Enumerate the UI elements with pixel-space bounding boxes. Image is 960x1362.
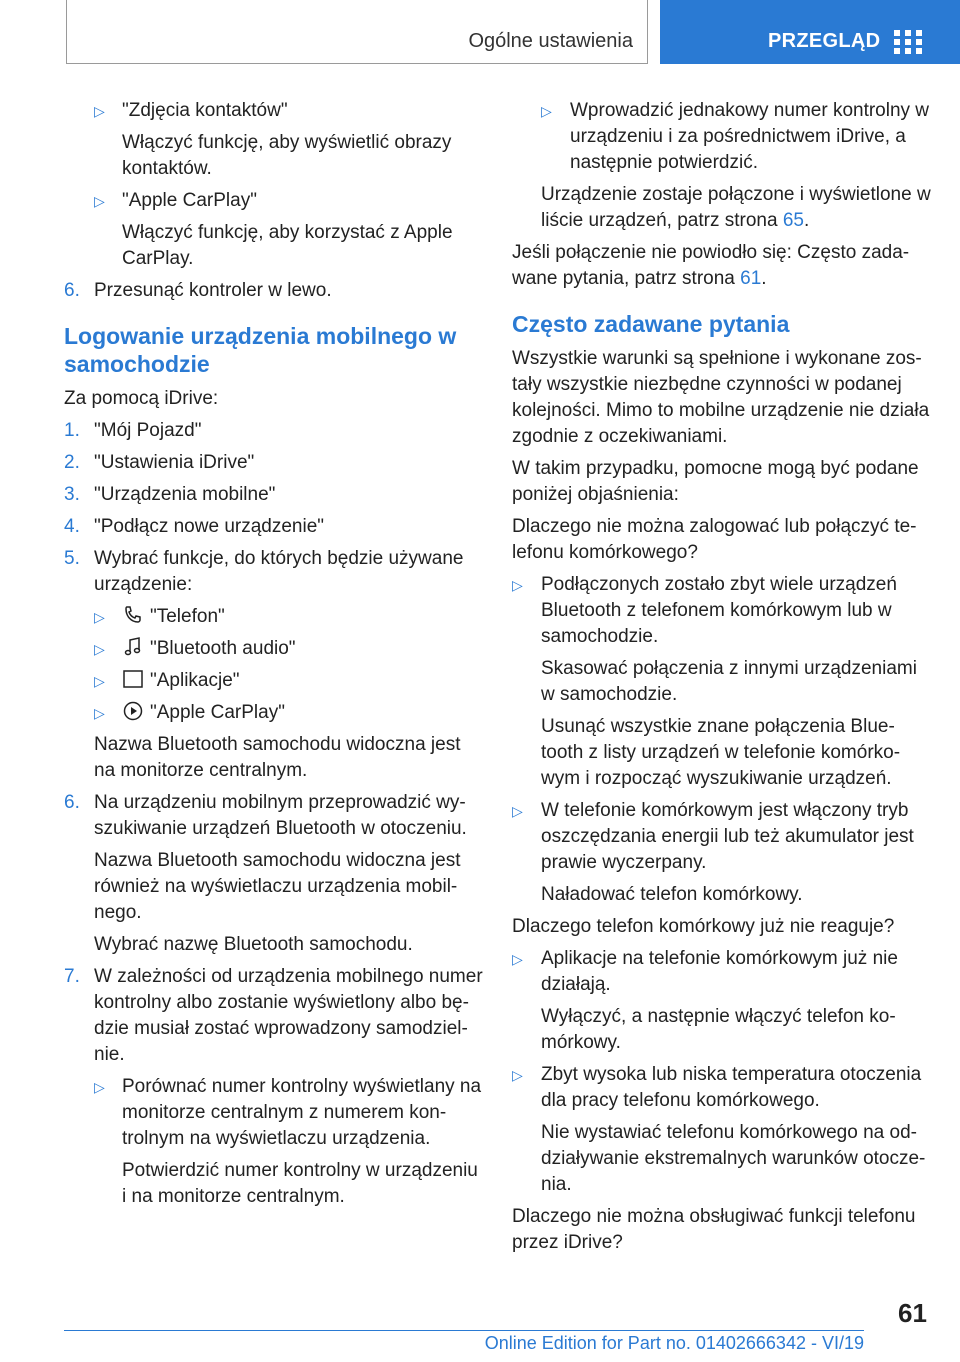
step-item: [64, 964, 484, 1068]
paragraph: [512, 182, 932, 234]
left-column: [64, 98, 484, 1216]
step-number: 7.: [64, 966, 80, 987]
right-column: [512, 98, 932, 1262]
bullet-text: Porównać numer kontrolny wyświetlany na monitorze centralnym z numerem kon- trolnym na wyświetlaczu urządzenia.: [122, 1076, 482, 1149]
option-label: "Apple CarPlay": [150, 702, 285, 723]
step-text: "Urządzenia mobilne": [94, 484, 276, 505]
question: Dlaczego nie można zalogować lub połączyć te- lefonu komórkowego?: [512, 516, 917, 563]
question: Dlaczego telefon komórkowy już nie reaguje?: [512, 916, 895, 937]
paragraph: Wszystkie warunki są spełnione i wykonane zos- tały wszystkie niezbędne czynności w podanej kolejności. Mimo to mobilne urządzenie nie działa zgodnie z oczekiwaniami.: [512, 348, 930, 447]
step-item: [64, 482, 484, 508]
step-number: 4.: [64, 516, 80, 537]
paragraph: Naładować telefon komórkowy.: [541, 884, 803, 905]
list-item: [512, 1062, 932, 1114]
list-item: [64, 1074, 484, 1152]
step-text: "Mój Pojazd": [94, 420, 202, 441]
bullet-triangle-icon: ▷: [512, 577, 523, 593]
step-number: 3.: [64, 484, 80, 505]
section-heading: Często zadawane pytania: [512, 311, 790, 337]
intro-text: Za pomocą iDrive:: [64, 388, 219, 409]
overview-nav-label: PRZEGLĄD: [768, 30, 881, 52]
bullet-title: "Apple CarPlay": [122, 190, 257, 211]
bullet-text: Włączyć funkcję, aby korzystać z Apple CarPlay.: [122, 222, 453, 269]
bullet-text: Aplikacje na telefonie komórkowym już nie działają.: [541, 948, 898, 995]
bullet-triangle-icon: ▷: [541, 103, 552, 119]
list-item: [64, 98, 484, 124]
bullet-triangle-icon: ▷: [94, 193, 105, 209]
step-number: 5.: [64, 548, 80, 569]
bullet-triangle-icon: ▷: [94, 609, 105, 625]
bullet-triangle-icon: ▷: [512, 951, 523, 967]
step-text: Wybrać funkcje, do których będzie używane urządzenie:: [94, 548, 464, 595]
list-item: [64, 188, 484, 214]
bullet-triangle-icon: ▷: [94, 641, 105, 657]
bullet-triangle-icon: ▷: [94, 705, 105, 721]
step-text: W zależności od urządzenia mobilnego numer kontrolny albo zostanie wyświetlony albo bę- dzie musiał zostać wprowadzony samodziel- nie.: [94, 966, 483, 1065]
step-number: 6.: [64, 280, 80, 301]
bullet-text: W telefonie komórkowym jest włączony tryb oszczędzania energii lub też akumulator jest prawie wyczerpany.: [541, 800, 914, 873]
paragraph: Nie wystawiać telefonu komórkowego na od- działywanie ekstremalnych warunków otocze- nia.: [541, 1122, 926, 1195]
step-number: 2.: [64, 452, 80, 473]
paragraph-text: .: [803, 210, 810, 231]
bullet-triangle-icon: ▷: [512, 803, 523, 819]
footer-edition: Online Edition for Part no. 01402666342 - VI/19: [484, 1333, 864, 1353]
list-item: [512, 98, 932, 176]
paragraph: Skasować połączenia z innymi urządzeniami w samochodzie.: [541, 658, 917, 705]
step-item: [64, 450, 484, 476]
option-label: "Telefon": [150, 606, 225, 627]
list-item: [512, 572, 932, 650]
step-item: [64, 514, 484, 540]
page-number: 61: [898, 1298, 927, 1328]
music-note-icon: [122, 636, 144, 658]
list-item: [512, 946, 932, 998]
paragraph: Nazwa Bluetooth samochodu widoczna jest również na wyświetlaczu urządzenia mobil- nego.: [94, 850, 461, 923]
step-text: "Ustawienia iDrive": [94, 452, 255, 473]
step-item: [64, 278, 484, 304]
step-item: [64, 418, 484, 444]
paragraph-text: .: [761, 268, 767, 289]
step-number: 6.: [64, 792, 80, 813]
paragraph: [512, 240, 932, 292]
step-item: [64, 790, 484, 842]
paragraph: Potwierdzić numer kontrolny w urządzeniu i na monitorze centralnym.: [122, 1160, 478, 1207]
list-item: [512, 798, 932, 876]
footer-divider: [64, 1330, 864, 1331]
apps-square-icon: [122, 668, 144, 690]
paragraph-text: Urządzenie zostaje połączone i wyświetlone w liście urządzeń, patrz strona: [541, 184, 931, 231]
step-number: 1.: [64, 420, 80, 441]
step-text: Na urządzeniu mobilnym przeprowadzić wy- szukiwanie urządzeń Bluetooth w otoczeniu.: [94, 792, 467, 839]
paragraph: Nazwa Bluetooth samochodu widoczna jest na monitorze centralnym.: [94, 734, 461, 781]
option-label: "Bluetooth audio": [150, 638, 296, 659]
bullet-text: Wprowadzić jednakowy numer kontrolny w urządzeniu i za pośrednictwem iDrive, a następnie potwierdzić.: [570, 100, 930, 173]
bullet-triangle-icon: ▷: [94, 673, 105, 689]
header-section-title: Ogólne ustawienia: [468, 30, 633, 52]
list-item: [64, 604, 484, 630]
play-circle-icon: [122, 700, 144, 722]
step-text: "Podłącz nowe urządzenie": [94, 516, 325, 537]
bullet-text: Włączyć funkcję, aby wyświetlić obrazy kontaktów.: [122, 132, 452, 179]
bullet-triangle-icon: ▷: [94, 103, 105, 119]
paragraph: Wybrać nazwę Bluetooth samochodu.: [94, 934, 413, 955]
paragraph: Wyłączyć, a następnie włączyć telefon ko- mórkowy.: [541, 1006, 896, 1053]
paragraph-text: Jeśli połączenie nie powiodło się: Często zada- wane pytania, patrz strona: [512, 242, 910, 289]
phone-icon: [122, 604, 144, 626]
paragraph: W takim przypadku, pomocne mogą być podane poniżej objaśnienia:: [512, 458, 919, 505]
grid-icon[interactable]: [894, 30, 922, 54]
list-item: [64, 636, 484, 662]
list-item: [64, 700, 484, 726]
page-link-61[interactable]: 61: [740, 268, 762, 289]
bullet-triangle-icon: ▷: [512, 1067, 523, 1083]
paragraph: Usunąć wszystkie znane połączenia Blue- tooth z listy urządzeń w telefonie komórko- wym i rozpocząć wyszukiwanie urządzeń.: [541, 716, 901, 789]
page-link-65[interactable]: 65: [782, 210, 804, 231]
list-item: [64, 668, 484, 694]
bullet-text: Zbyt wysoka lub niska temperatura otoczenia dla pracy telefonu komórkowego.: [541, 1064, 922, 1111]
section-heading: Logowanie urządzenia mobilnego w samochodzie: [64, 323, 457, 377]
header-section-tab: [66, 0, 648, 64]
bullet-title: "Zdjęcia kontaktów": [122, 100, 288, 121]
bullet-triangle-icon: ▷: [94, 1079, 105, 1095]
question: Dlaczego nie można obsługiwać funkcji telefonu przez iDrive?: [512, 1206, 916, 1253]
step-item: [64, 546, 484, 598]
bullet-text: Podłączonych zostało zbyt wiele urządzeń Bluetooth z telefonem komórkowym lub w samochodzie.: [541, 574, 897, 647]
option-label: "Aplikacje": [150, 670, 240, 691]
step-text: Przesunąć kontroler w lewo.: [94, 280, 332, 301]
